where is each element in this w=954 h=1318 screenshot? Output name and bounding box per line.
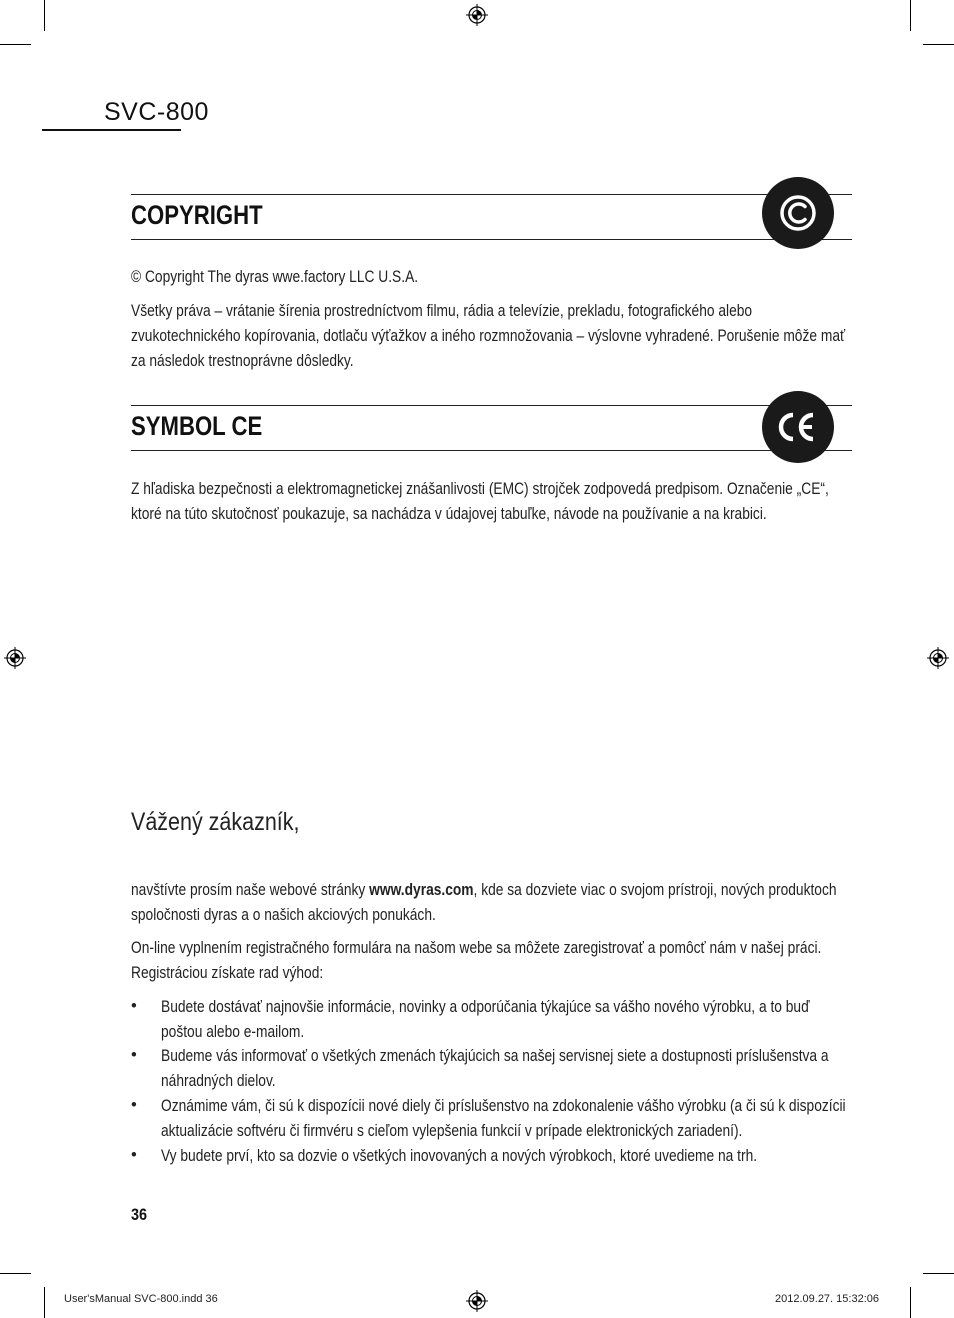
- crop-mark: [910, 0, 911, 31]
- bullet-marker: •: [131, 1046, 137, 1064]
- slug-timestamp: 2012.09.27. 15:32:06: [775, 1293, 879, 1305]
- crop-mark: [923, 44, 954, 45]
- visit-text: navštívte prosím naše webové stránky: [131, 881, 370, 899]
- ce-paragraph: Z hľadiska bezpečnosti a elektromagnetickej znášanlivosti (EMC) strojček zodpovedá predpisom. Označenie „CE“, ktoré na túto skutočnosť poukazuje, sa nachádza v údajovej tabuľke, návode na používanie a na krabici.: [131, 480, 829, 523]
- section-rule-top: [131, 194, 852, 195]
- copyright-heading: COPYRIGHT: [131, 200, 263, 230]
- visit-text: , kde sa dozviete viac o svojom prístroji, nových produktoch spoločnosti dyras a o našich akciových ponukách.: [131, 881, 837, 924]
- bullet-marker: •: [131, 1096, 137, 1114]
- list-item: Oznámime vám, či sú k dispozícii nové diely či príslušenstvo na zdokonalenie vášho výrobku (a či sú k dispozícii aktualizácie softvéru či firmvéru s cieľom vylepšenia funkcií v prípade elektronických zariadení).: [161, 1097, 846, 1140]
- ce-mark-icon: [762, 391, 834, 463]
- registration-mark-icon: [4, 647, 26, 669]
- crop-mark: [0, 44, 31, 45]
- list-item: Budete dostávať najnovšie informácie, novinky a odporúčania týkajúce sa vášho nového výrobku, a to buď poštou alebo e-mailom.: [161, 998, 810, 1041]
- bullet-marker: •: [131, 1146, 137, 1164]
- ce-heading: SYMBOL CE: [131, 411, 263, 441]
- registration-mark-icon: [466, 1290, 488, 1312]
- section-rule-bottom: [131, 239, 852, 240]
- visit-paragraph: [131, 878, 849, 928]
- copyright-line: © Copyright The dyras wwe.factory LLC U.S.A.: [131, 268, 419, 286]
- registration-mark-icon: [927, 647, 949, 669]
- section-rule-bottom: [131, 450, 852, 451]
- copyright-paragraph: Všetky práva – vrátanie šírenia prostredníctvom filmu, rádia a televízie, prekladu, fotografického alebo zvukotechnického kopírovania, dotlaču výťažkov a iného rozmnožovania – výslovne vyhradené. Porušenie môže mať za následok trestnoprávne dôsledky.: [131, 302, 846, 370]
- header-underline: [42, 129, 181, 131]
- list-item: Budeme vás informovať o všetkých zmenách týkajúcich sa našej servisnej siete a dostupnosti príslušenstva a náhradných dielov.: [161, 1047, 829, 1090]
- greeting: Vážený zákazník,: [131, 808, 300, 836]
- bullet-marker: •: [131, 997, 137, 1015]
- crop-mark: [923, 1273, 954, 1274]
- registration-paragraph: On-line vyplnením registračného formulára na našom webe sa môžete zaregistrovať a pomôcť nám v našej práci. Registráciou získate rad výhod:: [131, 939, 822, 982]
- page-number: 36: [131, 1205, 148, 1224]
- list-item: Vy budete prví, kto sa dozvie o všetkých inovovaných a nových výrobkoch, ktoré uvedieme na trh.: [161, 1147, 758, 1165]
- section-rule-top: [131, 405, 852, 406]
- crop-mark: [0, 1273, 31, 1274]
- model-name: SVC-800: [104, 98, 209, 126]
- crop-mark: [44, 1287, 45, 1318]
- crop-mark: [44, 0, 45, 31]
- copyright-icon: [762, 177, 834, 249]
- registration-mark-icon: [466, 4, 488, 26]
- crop-mark: [910, 1287, 911, 1318]
- website-link[interactable]: www.dyras.com: [369, 881, 474, 899]
- slug-file-info: User'sManual SVC-800.indd 36: [64, 1293, 218, 1305]
